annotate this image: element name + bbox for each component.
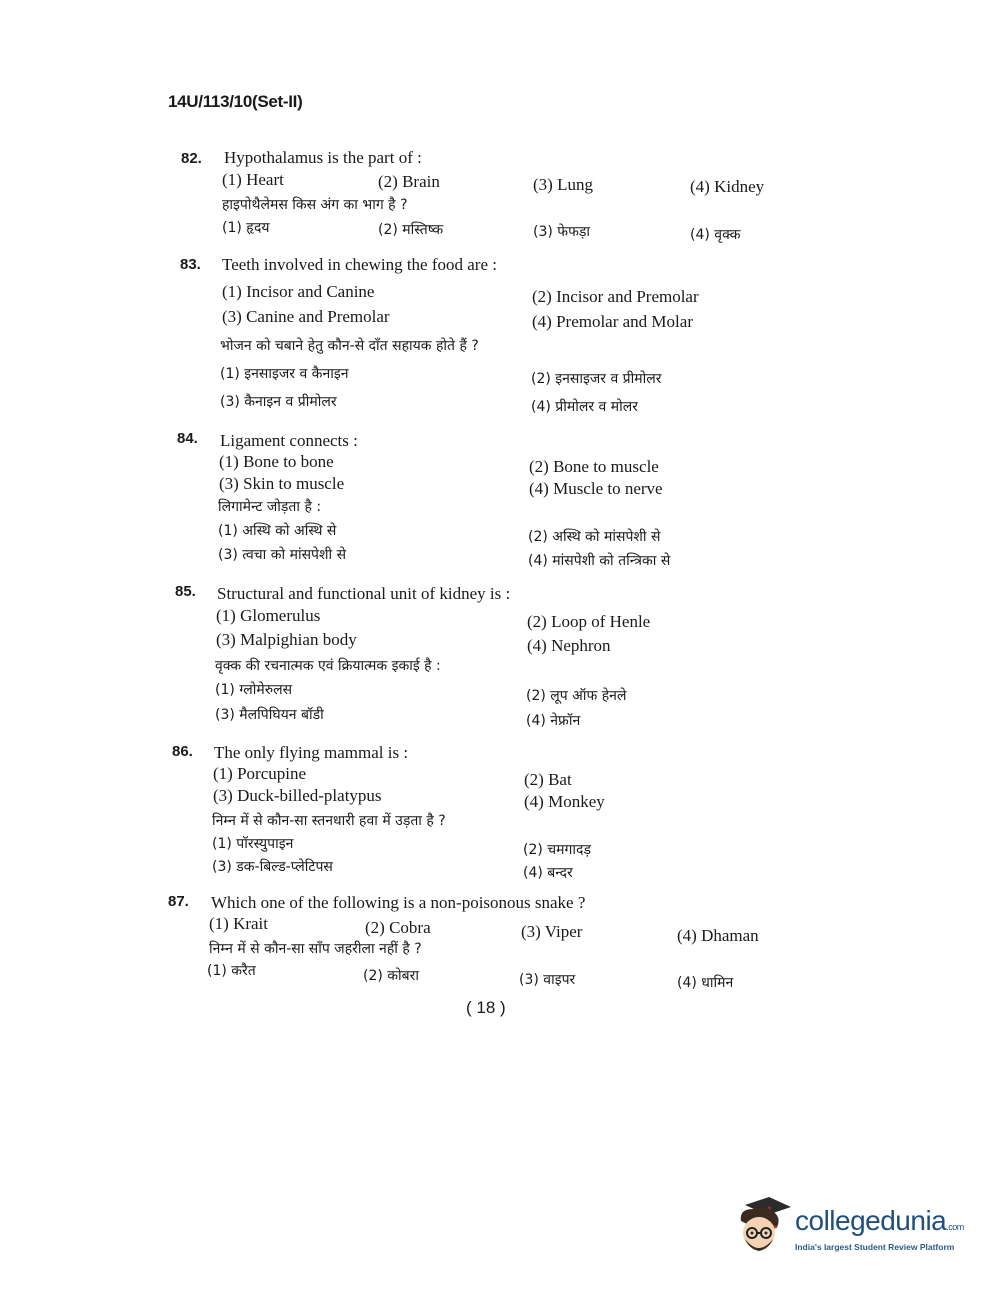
paper-code: 14U/113/10(Set-II): [168, 92, 303, 111]
option-hi-4: (4) बन्दर: [523, 865, 573, 881]
question-text-hi: भोजन को चबाने हेतु कौन-से दाँत सहायक होते हैं ?: [220, 338, 479, 354]
question-text-en: Ligament connects :: [220, 431, 358, 450]
option-en-1: (1) Porcupine: [213, 764, 307, 783]
option-hi-3: (3) त्वचा को मांसपेशी से: [218, 547, 347, 563]
option-hi-2: (2) इनसाइजर व प्रीमोलर: [531, 371, 662, 387]
option-hi-4: (4) धामिन: [677, 975, 734, 991]
option-en-3: (3) Malpighian body: [216, 630, 357, 649]
option-en-1: (1) Bone to bone: [219, 452, 334, 471]
option-en-3: (3) Skin to muscle: [219, 474, 345, 493]
option-hi-2: (2) मस्तिष्क: [378, 222, 444, 238]
option-en-2: (2) Cobra: [365, 918, 431, 937]
option-en-3: (3) Duck-billed-platypus: [213, 786, 382, 805]
option-en-1: (1) Krait: [209, 914, 269, 933]
question-number: 82.: [181, 150, 202, 167]
option-hi-3: (3) मैलपिघियन बॉडी: [215, 707, 324, 723]
option-en-2: (2) Bat: [524, 770, 572, 789]
option-en-4: (4) Kidney: [690, 177, 765, 196]
question-text-hi: हाइपोथैलेमस किस अंग का भाग है ?: [222, 197, 408, 213]
option-en-4: (4) Dhaman: [677, 926, 759, 945]
option-en-4: (4) Premolar and Molar: [532, 312, 693, 331]
option-hi-4: (4) मांसपेशी को तन्त्रिका से: [528, 553, 671, 569]
option-hi-4: (4) प्रीमोलर व मोलर: [531, 399, 638, 415]
option-en-4: (4) Monkey: [524, 792, 605, 811]
question-text-hi: लिगामेन्ट जोड़ता है :: [218, 499, 322, 515]
option-en-4: (4) Muscle to nerve: [529, 479, 663, 498]
option-hi-1: (1) इनसाइजर व कैनाइन: [220, 366, 349, 382]
option-hi-1: (1) करैत: [207, 963, 256, 979]
question-number: 84.: [177, 430, 198, 447]
question-text-en: Which one of the following is a non-poisonous snake ?: [211, 893, 586, 912]
option-en-4: (4) Nephron: [527, 636, 611, 655]
brand-name: [795, 1205, 964, 1237]
option-hi-4: (4) नेफ्रॉन: [526, 713, 581, 729]
option-en-3: (3) Canine and Premolar: [222, 307, 390, 326]
option-en-1: (1) Incisor and Canine: [222, 282, 375, 301]
option-en-3: (3) Viper: [521, 922, 583, 941]
option-en-1: (1) Glomerulus: [216, 606, 321, 625]
brand-word: collegedunia: [795, 1205, 947, 1236]
brand-tagline: India's largest Student Review Platform: [795, 1242, 955, 1252]
option-en-2: (2) Bone to muscle: [529, 457, 659, 476]
option-hi-2: (2) कोबरा: [363, 968, 420, 984]
option-en-1: (1) Heart: [222, 170, 284, 189]
question-text-en: Structural and functional unit of kidney is :: [217, 584, 511, 603]
option-hi-3: (3) वाइपर: [519, 972, 576, 988]
brand-suffix: .com: [946, 1222, 964, 1232]
option-hi-3: (3) डक-बिल्ड-प्लेटिपस: [212, 859, 333, 875]
option-hi-4: (4) वृक्क: [690, 227, 741, 243]
collegedunia-watermark: [735, 1195, 965, 1265]
question-number: 86.: [172, 743, 193, 760]
option-hi-1: (1) अस्थि को अस्थि से: [218, 523, 337, 539]
option-hi-2: (2) लूप ऑफ हेनले: [526, 688, 627, 704]
option-en-3: (3) Lung: [533, 175, 593, 194]
option-en-2: (2) Brain: [378, 172, 440, 191]
option-hi-1: (1) हृदय: [222, 220, 270, 236]
question-text-hi: वृक्क की रचनात्मक एवं क्रियात्मक इकाई है :: [215, 658, 441, 674]
option-en-2: (2) Incisor and Premolar: [532, 287, 699, 306]
option-en-2: (2) Loop of Henle: [527, 612, 651, 631]
question-text-hi: निम्न में से कौन-सा साँप जहरीला नहीं है ?: [209, 941, 422, 957]
option-hi-2: (2) चमगादड़: [523, 842, 591, 858]
page-number: ( 18 ): [466, 998, 506, 1017]
question-text-en: Teeth involved in chewing the food are :: [222, 255, 497, 274]
question-number: 83.: [180, 256, 201, 273]
option-hi-1: (1) पॉरस्युपाइन: [212, 836, 294, 852]
question-number: 87.: [168, 893, 189, 910]
question-text-en: Hypothalamus is the part of :: [224, 148, 422, 167]
option-hi-2: (2) अस्थि को मांसपेशी से: [528, 529, 661, 545]
mascot-icon: [735, 1195, 793, 1257]
option-hi-3: (3) फेफड़ा: [533, 224, 590, 240]
option-hi-3: (3) कैनाइन व प्रीमोलर: [220, 394, 337, 410]
question-text-hi: निम्न में से कौन-सा स्तनधारी हवा में उड़ता है ?: [212, 813, 446, 829]
question-number: 85.: [175, 583, 196, 600]
question-text-en: The only flying mammal is :: [214, 743, 409, 762]
option-hi-1: (1) ग्लोमेरुलस: [215, 682, 293, 698]
